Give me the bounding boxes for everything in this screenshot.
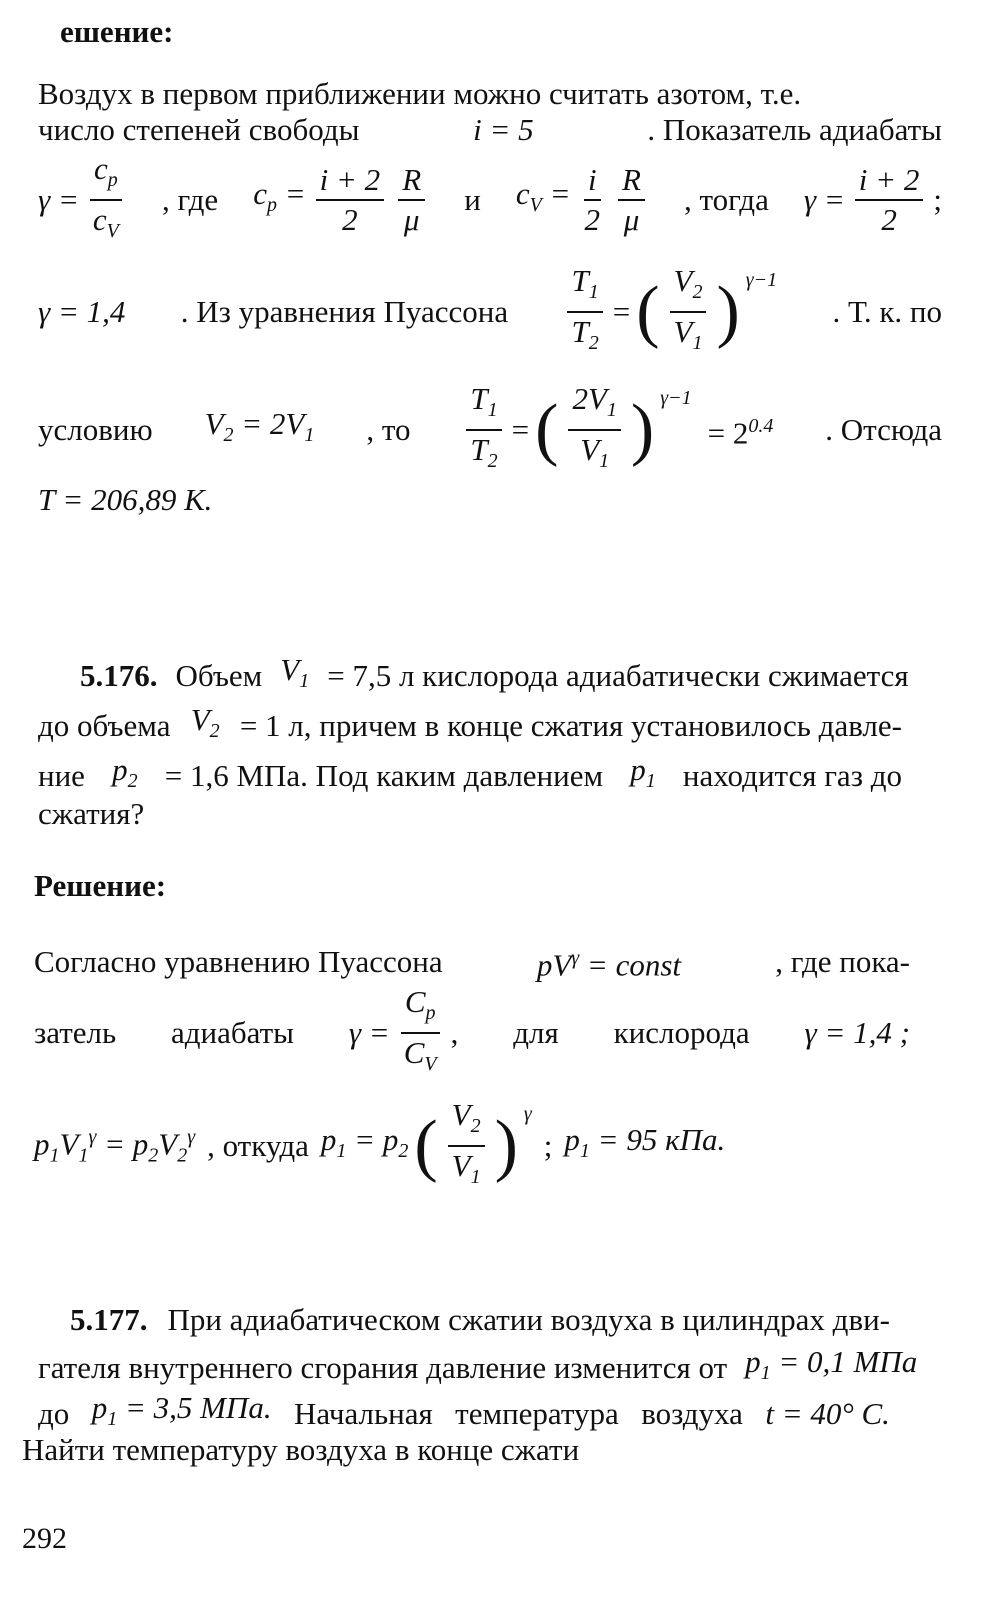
math-poisson-equation	[537, 940, 681, 983]
math	[191, 702, 220, 749]
math: c	[253, 176, 267, 212]
math-sub: 2	[398, 1140, 409, 1163]
math: = 95 кПа.	[597, 1122, 726, 1158]
problem-176-line2	[38, 702, 902, 749]
math: = const	[586, 947, 682, 983]
math-gamma-value: γ = 1,4	[38, 294, 126, 329]
math: R	[618, 161, 645, 201]
fraction-Cp-Cv	[400, 983, 441, 1083]
math-sub: 1	[645, 770, 656, 793]
text: кислорода	[613, 1015, 750, 1050]
math-exponent: γ−1	[745, 268, 778, 291]
math-sub: 2	[177, 1144, 188, 1167]
math: c	[92, 202, 107, 237]
math-sub: 1	[760, 1362, 771, 1385]
math-sub: p	[107, 169, 118, 191]
math	[112, 752, 138, 799]
solution1-result	[38, 482, 942, 518]
math: 2	[342, 202, 358, 237]
solution1-poisson-line	[38, 262, 942, 362]
fraction-V2-V1	[670, 262, 707, 362]
poisson-equation: $\frac{T_1}{T_2}$ = ( $\frac{V_2}{V_1}$ ) $^{\gamma-1}$	[563, 262, 777, 362]
solution1-formula-line	[38, 150, 942, 243]
math: = 2	[707, 415, 749, 451]
gamma-definition	[349, 983, 459, 1083]
math-sub: 2	[588, 332, 599, 355]
math-adiabatic-relation	[34, 1119, 195, 1174]
math: C	[403, 1035, 425, 1070]
solution1-condition-line	[38, 380, 942, 480]
math	[745, 1344, 917, 1391]
text: ,	[450, 1015, 459, 1050]
solution1-line1	[38, 76, 942, 112]
math	[630, 752, 656, 799]
math-sub: V	[106, 220, 119, 243]
math: V	[158, 1126, 178, 1162]
heading-text: Решение:	[34, 868, 167, 903]
problem-177-line4	[22, 1432, 942, 1468]
text: Найти температуру воздуха в конце сжати	[22, 1432, 580, 1467]
math: V	[190, 702, 210, 737]
ratio-equation: $\frac{T_1}{T_2}$ = ( $\frac{2V_1}{V_1}$ ) $^{\gamma-1}$ = $2^{0.4}$	[462, 380, 773, 480]
math: = 2V	[241, 406, 305, 442]
math-sub: 1	[304, 424, 315, 447]
text: воздуха	[641, 1395, 743, 1431]
math: i + 2	[855, 161, 924, 201]
math: = 0,1 МПа	[778, 1344, 918, 1379]
math-sub: 2	[209, 720, 220, 743]
math-sub: 1	[692, 332, 703, 355]
fraction-T1-T2	[567, 262, 602, 362]
problem-number: 5.176.	[80, 657, 158, 693]
fraction-V2-V1	[448, 1096, 485, 1196]
text: При адиабатическом сжатии воздуха в цилиндрах дви-	[167, 1302, 890, 1337]
math-sub: 1	[487, 399, 498, 421]
text: гателя внутреннего сгорания давление изменится от	[38, 1349, 728, 1385]
text: находится газ до	[682, 757, 902, 793]
cp-definition: $c_p$ = $\frac{i + 2}{2}$ $\frac{R}{\mu}$	[253, 161, 429, 239]
math: = p	[354, 1122, 399, 1158]
text: . Т. к. по	[832, 294, 942, 329]
math: p	[34, 1126, 50, 1162]
fraction	[855, 161, 924, 239]
fraction	[398, 161, 425, 239]
solution1-line2	[38, 112, 942, 148]
math: pV	[536, 947, 572, 983]
math: p	[745, 1344, 761, 1379]
text: Начальная	[293, 1395, 433, 1431]
math-sub: 1	[606, 399, 617, 421]
math-sub: 1	[49, 1144, 60, 1167]
math: V	[451, 1148, 471, 1183]
problem-177-line2	[38, 1344, 918, 1391]
math: c	[94, 150, 108, 186]
math: V	[451, 1096, 471, 1132]
math: T	[470, 432, 488, 467]
text: адиабаты	[170, 1015, 294, 1050]
text: ние	[38, 757, 85, 793]
math-sub: 1	[599, 450, 610, 473]
math-sub: 1	[470, 1166, 481, 1189]
fraction-2V1-V1	[568, 380, 620, 480]
math: V	[673, 314, 693, 349]
heading-text: ешение:	[60, 14, 174, 49]
math: V	[59, 1126, 79, 1162]
math: p	[112, 752, 128, 787]
problem-176-line4	[38, 796, 942, 832]
problem-177-line3	[38, 1390, 890, 1437]
text: сжатия?	[38, 796, 145, 831]
math-sub: 2	[148, 1144, 159, 1167]
text: = 7,5 л кислорода адиабатически сжимается	[327, 657, 909, 693]
math: R	[398, 161, 425, 201]
math-sub: V	[529, 194, 542, 217]
gamma-definition	[38, 150, 127, 250]
math-temperature: t = 40° С.	[765, 1395, 890, 1431]
solution2-line3	[34, 1096, 942, 1196]
math: 2	[881, 202, 897, 237]
fraction	[581, 161, 605, 239]
text: условию	[38, 412, 153, 447]
math-sub: p	[266, 194, 277, 217]
math: μ	[623, 202, 640, 237]
text: . Из уравнения Пуассона	[180, 294, 509, 329]
math: = 3,5 МПа.	[124, 1390, 272, 1425]
math-i-equals-5: i = 5	[473, 112, 534, 147]
math: V	[673, 262, 693, 298]
text: для	[513, 1015, 559, 1050]
math-sub: 2	[692, 281, 703, 303]
text: , тогда	[684, 182, 769, 217]
text: число степеней свободы	[38, 112, 360, 147]
fraction	[618, 161, 645, 239]
math: T	[571, 314, 589, 349]
math-sub: 2	[223, 424, 234, 447]
text: = 1,6 МПа. Под каким давлением	[164, 757, 604, 793]
p1-formula: $p_1 = p_2$ ( $\frac{V_2}{V_1}$ ) $^\gamma$	[321, 1096, 532, 1196]
text: затель	[34, 1015, 117, 1050]
math-exponent: γ	[571, 947, 580, 969]
math: V	[280, 652, 300, 687]
math-sub: 1	[579, 1140, 590, 1163]
text: до объема	[38, 707, 171, 743]
math-sub: 1	[299, 670, 310, 693]
solution-heading-partial	[60, 14, 942, 50]
math-exponent: γ	[187, 1125, 196, 1148]
math-sub: 2	[127, 770, 138, 793]
problem-176-line3	[38, 752, 902, 799]
fraction-T1-T2	[466, 380, 501, 480]
math-exponent: γ	[88, 1125, 97, 1148]
text: Воздух в первом приближении можно считать азотом, т.е.	[38, 76, 802, 111]
text: ;	[933, 182, 942, 217]
math-result-temperature: T = 206,89 К.	[38, 482, 213, 517]
gamma-result	[804, 161, 942, 239]
math-sub: 2	[487, 450, 498, 473]
math-exponent: 0.4	[748, 415, 774, 438]
math: T	[470, 380, 488, 416]
math: μ	[403, 202, 420, 237]
text: , где	[161, 182, 219, 217]
math-gamma-value: γ = 1,4 ;	[804, 1015, 910, 1050]
math-sub: V	[424, 1053, 437, 1076]
fraction	[316, 161, 385, 239]
text: Согласно уравнению Пуассона	[34, 943, 443, 979]
math: V	[580, 432, 600, 467]
math-condition	[205, 406, 315, 453]
math-exponent: γ−1	[660, 386, 692, 409]
math: V	[204, 406, 224, 442]
math-sub: p	[425, 1002, 436, 1024]
problem-176-line1	[80, 652, 909, 699]
math	[280, 652, 309, 699]
math: γ =	[38, 182, 79, 217]
text: Объем	[175, 657, 263, 693]
math: γ =	[348, 1015, 390, 1050]
math: i + 2	[316, 161, 385, 201]
math: 2V	[572, 380, 607, 416]
math-exponent: γ	[523, 1102, 532, 1125]
text: до	[38, 1395, 70, 1431]
text: . Показатель адиабаты	[647, 112, 942, 147]
math: C	[404, 983, 426, 1019]
problem-177-line1	[70, 1302, 890, 1338]
math	[92, 1390, 272, 1437]
page-number: 292	[22, 1522, 67, 1555]
math: p	[564, 1122, 580, 1158]
math-sub: 1	[336, 1140, 347, 1163]
text: температура	[455, 1395, 619, 1431]
text: , где пока-	[775, 943, 910, 979]
math: p	[320, 1122, 337, 1158]
math-sub: 1	[107, 1408, 118, 1431]
text: = 1 л, причем в конце сжатия установилось давле-	[239, 707, 902, 743]
text: ;	[543, 1128, 553, 1163]
text: , откуда	[207, 1128, 309, 1163]
solution-heading	[34, 868, 942, 904]
solution2-line1	[34, 940, 910, 983]
math: p	[630, 752, 646, 787]
text: и	[464, 182, 481, 217]
solution2-line2	[34, 983, 910, 1078]
math-result-pressure	[564, 1122, 725, 1169]
math: c	[515, 176, 530, 212]
math-sub: 1	[588, 281, 599, 303]
math: = p	[104, 1126, 149, 1162]
math-sub: 2	[470, 1115, 481, 1137]
text: . Отсюда	[825, 412, 942, 447]
math: T	[571, 262, 589, 298]
math: 2	[584, 202, 600, 237]
math: i	[584, 161, 601, 201]
math-sub: 1	[78, 1144, 89, 1167]
fraction-cp-cv	[89, 150, 123, 250]
problem-number: 5.177.	[70, 1302, 148, 1337]
math: p	[91, 1390, 108, 1425]
math: γ =	[803, 182, 845, 217]
text: , то	[366, 412, 411, 447]
cv-definition: $c_V$ = $\frac{i}{2}$ $\frac{R}{\mu}$	[516, 161, 649, 239]
